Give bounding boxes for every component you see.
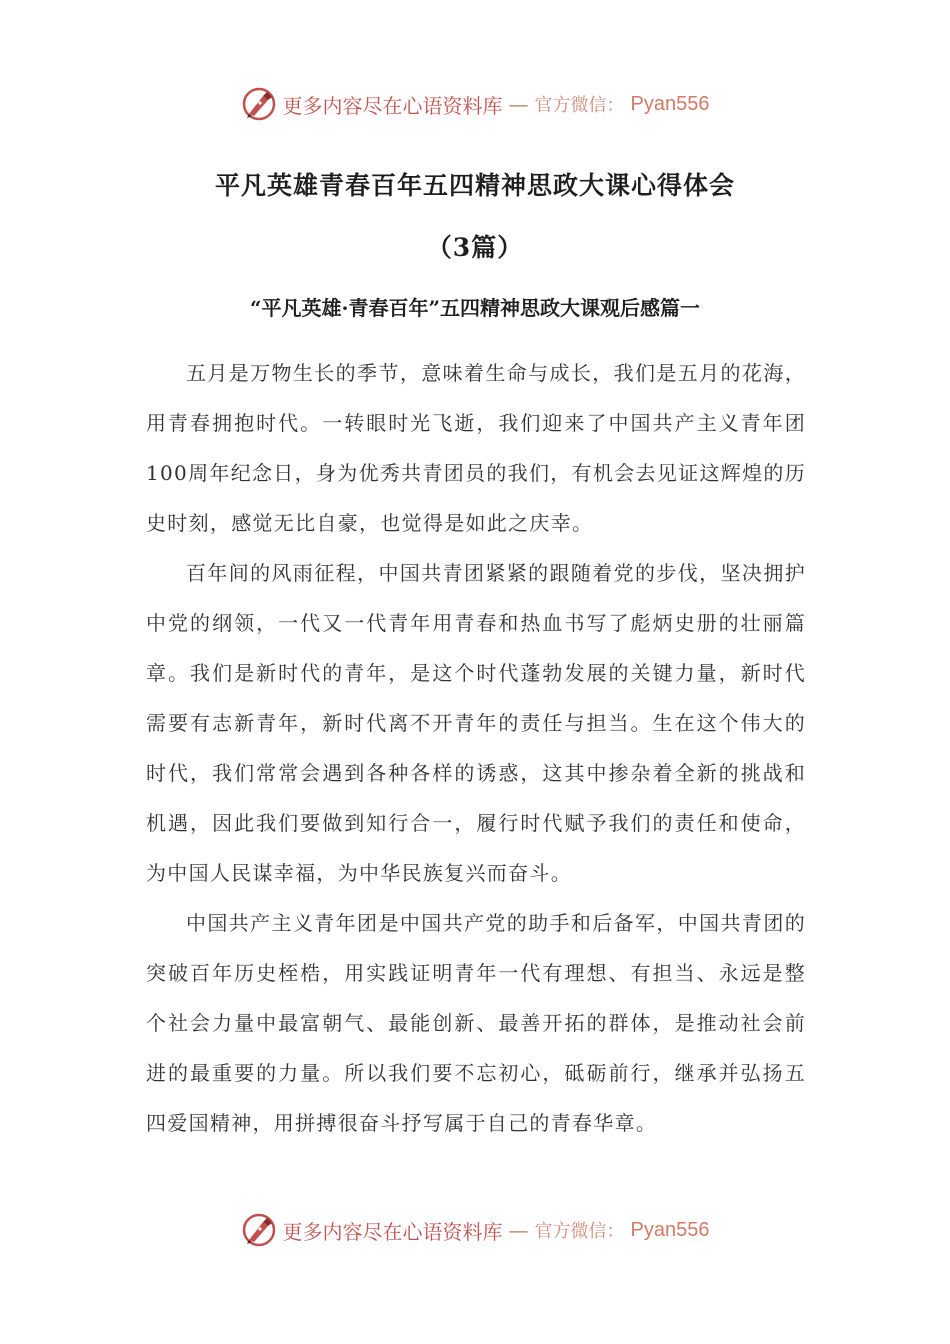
banner-main-text: 更多内容尽在心语资料库	[282, 93, 503, 118]
article-body	[146, 348, 806, 1148]
footer-banner	[0, 1210, 950, 1250]
pen-nib-logo-icon	[241, 86, 277, 122]
document-subtitle: （3篇）	[426, 233, 524, 262]
banner-dash: —	[508, 92, 529, 116]
banner-wechat-label: 官方微信：	[534, 1221, 625, 1242]
banner-wechat-id: Pyan556	[630, 1218, 710, 1241]
paragraph-3: 中国共产主义青年团是中国共产党的助手和后备军，中国共青团的突破百年历史桎梏，用实践证明青年一代有理想、有担当、永远是整个社会力量中最富朝气、最能创新、最善开拓的群体，是推动社会前进的最重要的力量。所以我们要不忘初心，砥砺前行，继承并弘扬五四爱国精神，用拼搏很奋斗抒写属于自己的青春华章。	[146, 911, 806, 1135]
pen-nib-logo-icon	[241, 1212, 277, 1248]
paragraph-1: 五月是万物生长的季节，意味着生命与成长，我们是五月的花海，用青春拥抱时代。一转眼时光飞逝，我们迎来了中国共产主义青年团100周年纪念日，身为优秀共青团员的我们，有机会去见证这辉煌的历史时刻，感觉无比自豪，也觉得是如此之庆幸。	[146, 361, 806, 535]
section-heading: “平凡英雄·青春百年”五四精神思政大课观后感篇一	[250, 296, 700, 320]
banner-dash: —	[508, 1218, 529, 1242]
banner-wechat-label: 官方微信：	[534, 95, 625, 116]
header-banner	[0, 84, 950, 124]
paragraph-2: 百年间的风雨征程，中国共青团紧紧的跟随着党的步伐，坚决拥护中党的纲领，一代又一代青年用青春和热血书写了彪炳史册的壮丽篇章。我们是新时代的青年，是这个时代蓬勃发展的关键力量，新时代需要有志新青年，新时代离不开青年的责任与担当。生在这个伟大的时代，我们常常会遇到各种各样的诱惑，这其中掺杂着全新的挑战和机遇，因此我们要做到知行合一，履行时代赋予我们的责任和使命，为中国人民谋幸福，为中华民族复兴而奋斗。	[146, 561, 806, 885]
banner-main-text: 更多内容尽在心语资料库	[282, 1219, 503, 1244]
banner-wechat-id: Pyan556	[630, 92, 710, 115]
document-title: 平凡英雄青春百年五四精神思政大课心得体会	[214, 171, 735, 200]
